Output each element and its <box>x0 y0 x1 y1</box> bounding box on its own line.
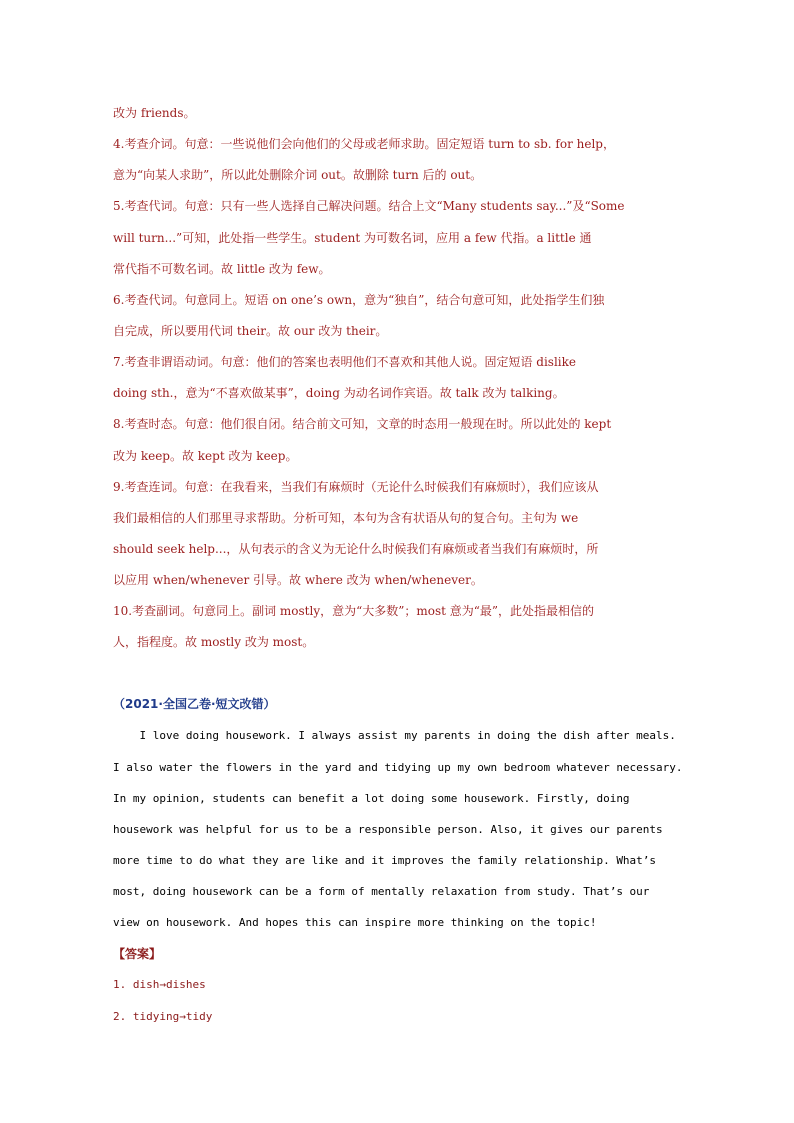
explanation-line: will turn...”可知，此处指一些学生。student 为可数名词，应用 a few 代指。a little 通 <box>113 231 592 245</box>
answer-item: 2. tidying→tidy <box>113 1010 213 1023</box>
passage-line: view on housework. And hopes this can inspire more thinking on the topic! <box>113 916 597 929</box>
explanation-line: 意为“向某人求助”，所以此处删除介词 out。故删除 turn 后的 out。 <box>113 168 483 182</box>
explanation-line: doing sth.，意为“不喜欢做某事”，doing 为动名词作宾语。故 talk 改为 talking。 <box>113 386 565 400</box>
passage-line: housework was helpful for us to be a responsible person. Also, it gives our parents <box>113 823 663 836</box>
explanation-line: 我们最相信的人们那里寻求帮助。分析可知，本句为含有状语从句的复合句。主句为 we <box>113 511 579 525</box>
answer-label: 【答案】 <box>113 947 162 961</box>
passage-line: most, doing housework can be a form of mentally relaxation from study. That’s our <box>113 885 650 898</box>
explanation-line: 以应用 when/whenever 引导。故 where 改为 when/whenever。 <box>113 573 483 587</box>
explanation-line: 改为 keep。故 kept 改为 keep。 <box>113 449 298 463</box>
explanation-line: 常代指不可数名词。故 little 改为 few。 <box>113 262 331 276</box>
explanation-line: 4.考查介词。句意：一些说他们会向他们的父母或老师求助。固定短语 turn to sb. for help， <box>113 137 615 151</box>
passage-line: I also water the flowers in the yard and tidying up my own bedroom whatever necessary. <box>113 761 683 774</box>
explanation-line: 8.考查时态。句意：他们很自闭。结合前文可知，文章的时态用一般现在时。所以此处的 kept <box>113 417 612 431</box>
explanation-line: 改为 friends。 <box>113 106 196 120</box>
passage-line: I love doing housework. I always assist my parents in doing the dish after meals. <box>113 729 676 742</box>
explanation-line: should seek help...，从句表示的含义为无论什么时候我们有麻烦或者当我们有麻烦时，所 <box>113 542 599 556</box>
section-title: （2021·全国乙卷·短文改错） <box>113 697 276 711</box>
explanation-line: 人，指程度。故 mostly 改为 most。 <box>113 635 315 649</box>
explanation-line: 9.考查连词。句意：在我看来，当我们有麻烦时（无论什么时候我们有麻烦时），我们应该从 <box>113 480 599 494</box>
passage-line: more time to do what they are like and it improves the family relationship. What’s <box>113 854 657 867</box>
explanation-line: 5.考查代词。句意：只有一些人选择自己解决问题。结合上文“Many students say...”及“Some <box>113 199 625 213</box>
explanation-line: 6.考查代词。句意同上。短语 on one’s own，意为“独自”，结合句意可知，此处指学生们独 <box>113 293 605 307</box>
passage-line: In my opinion, students can benefit a lot doing some housework. Firstly, doing <box>113 792 630 805</box>
explanation-line: 自完成，所以要用代词 their。故 our 改为 their。 <box>113 324 388 338</box>
answer-item: 1. dish→dishes <box>113 978 206 991</box>
explanation-line: 7.考查非谓语动词。句意：他们的答案也表明他们不喜欢和其他人说。固定短语 dislike <box>113 355 576 369</box>
explanation-line: 10.考查副词。句意同上。副词 mostly，意为“大多数”；most 意为“最”，此处指最相信的 <box>113 604 595 618</box>
